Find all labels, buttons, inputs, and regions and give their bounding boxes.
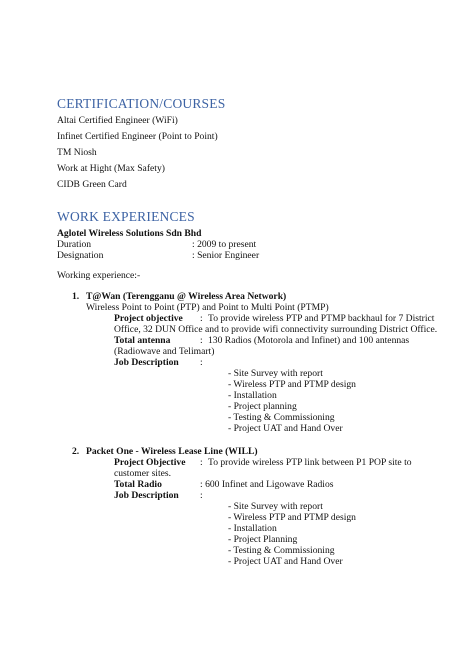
job-item: - Testing & Commissioning <box>228 545 335 556</box>
certification-item: CIDB Green Card <box>57 179 127 190</box>
job-item: - Project UAT and Hand Over <box>228 556 343 567</box>
total-antenna-label: Total antenna <box>114 335 171 346</box>
project-objective-line: To provide wireless PTP and PTMP backhaul for 7 District <box>208 313 435 324</box>
work-experiences-heading: WORK EXPERIENCES <box>57 209 195 224</box>
certification-heading: CERTIFICATION/COURSES <box>57 96 226 111</box>
job-description-label: Job Description <box>114 490 179 501</box>
certification-item: Infinet Certified Engineer (Point to Point) <box>57 131 218 142</box>
job-item: - Project Planning <box>228 534 298 545</box>
job-description-label: Job Description <box>114 357 179 368</box>
company-name: Aglotel Wireless Solutions Sdn Bhd <box>57 228 202 239</box>
job-item: - Testing & Commissioning <box>228 412 335 423</box>
working-experience-label: Working experience:- <box>57 270 141 281</box>
job-item: - Project UAT and Hand Over <box>228 423 343 434</box>
project-objective-label: Project Objective <box>114 457 186 468</box>
project-objective-colon: : <box>200 457 203 468</box>
project-objective-line: customer sites. <box>114 468 172 479</box>
project-subtitle: Wireless Point to Point (PTP) and Point to Multi Point (PTMP) <box>86 302 329 313</box>
project-objective-line: Office, 32 DUN Office and to provide wifi connectivity surrounding District Office. <box>114 324 438 335</box>
project-objective-colon: : <box>200 313 203 324</box>
duration-label: Duration <box>57 239 92 250</box>
total-radio-value: : 600 Infinet and Ligowave Radios <box>200 479 334 490</box>
project-number: 1. <box>72 291 80 302</box>
project-objective-line: To provide wireless PTP link between P1 POP site to <box>208 457 412 468</box>
total-antenna-colon: : <box>200 335 203 346</box>
job-item: - Project planning <box>228 401 297 412</box>
project-title: Packet One - Wireless Lease Line (WILL) <box>86 446 258 457</box>
project-number: 2. <box>72 446 80 457</box>
job-item: - Installation <box>228 523 277 534</box>
job-description-colon: : <box>200 490 203 501</box>
designation-label: Designation <box>57 250 104 261</box>
project-title: T@Wan (Terengganu @ Wireless Area Network) <box>86 291 287 302</box>
designation-value: : Senior Engineer <box>192 250 260 261</box>
job-item: - Site Survey with report <box>228 501 323 512</box>
job-item: - Site Survey with report <box>228 368 323 379</box>
duration-value: : 2009 to present <box>192 239 257 250</box>
certification-item: TM Niosh <box>57 147 97 158</box>
job-description-colon: : <box>200 357 203 368</box>
certification-item: Work at Hight (Max Safety) <box>57 163 165 174</box>
job-item: - Wireless PTP and PTMP design <box>228 379 356 390</box>
project-objective-label: Project objective <box>114 313 183 324</box>
job-item: - Installation <box>228 390 277 401</box>
certification-item: Altai Certified Engineer (WiFi) <box>57 115 178 126</box>
total-antenna-line: 130 Radios (Motorola and Infinet) and 100 antennas <box>208 335 410 346</box>
job-item: - Wireless PTP and PTMP design <box>228 512 356 523</box>
total-antenna-line: (Radiowave and Telimart) <box>114 346 215 357</box>
total-radio-label: Total Radio <box>114 479 162 490</box>
